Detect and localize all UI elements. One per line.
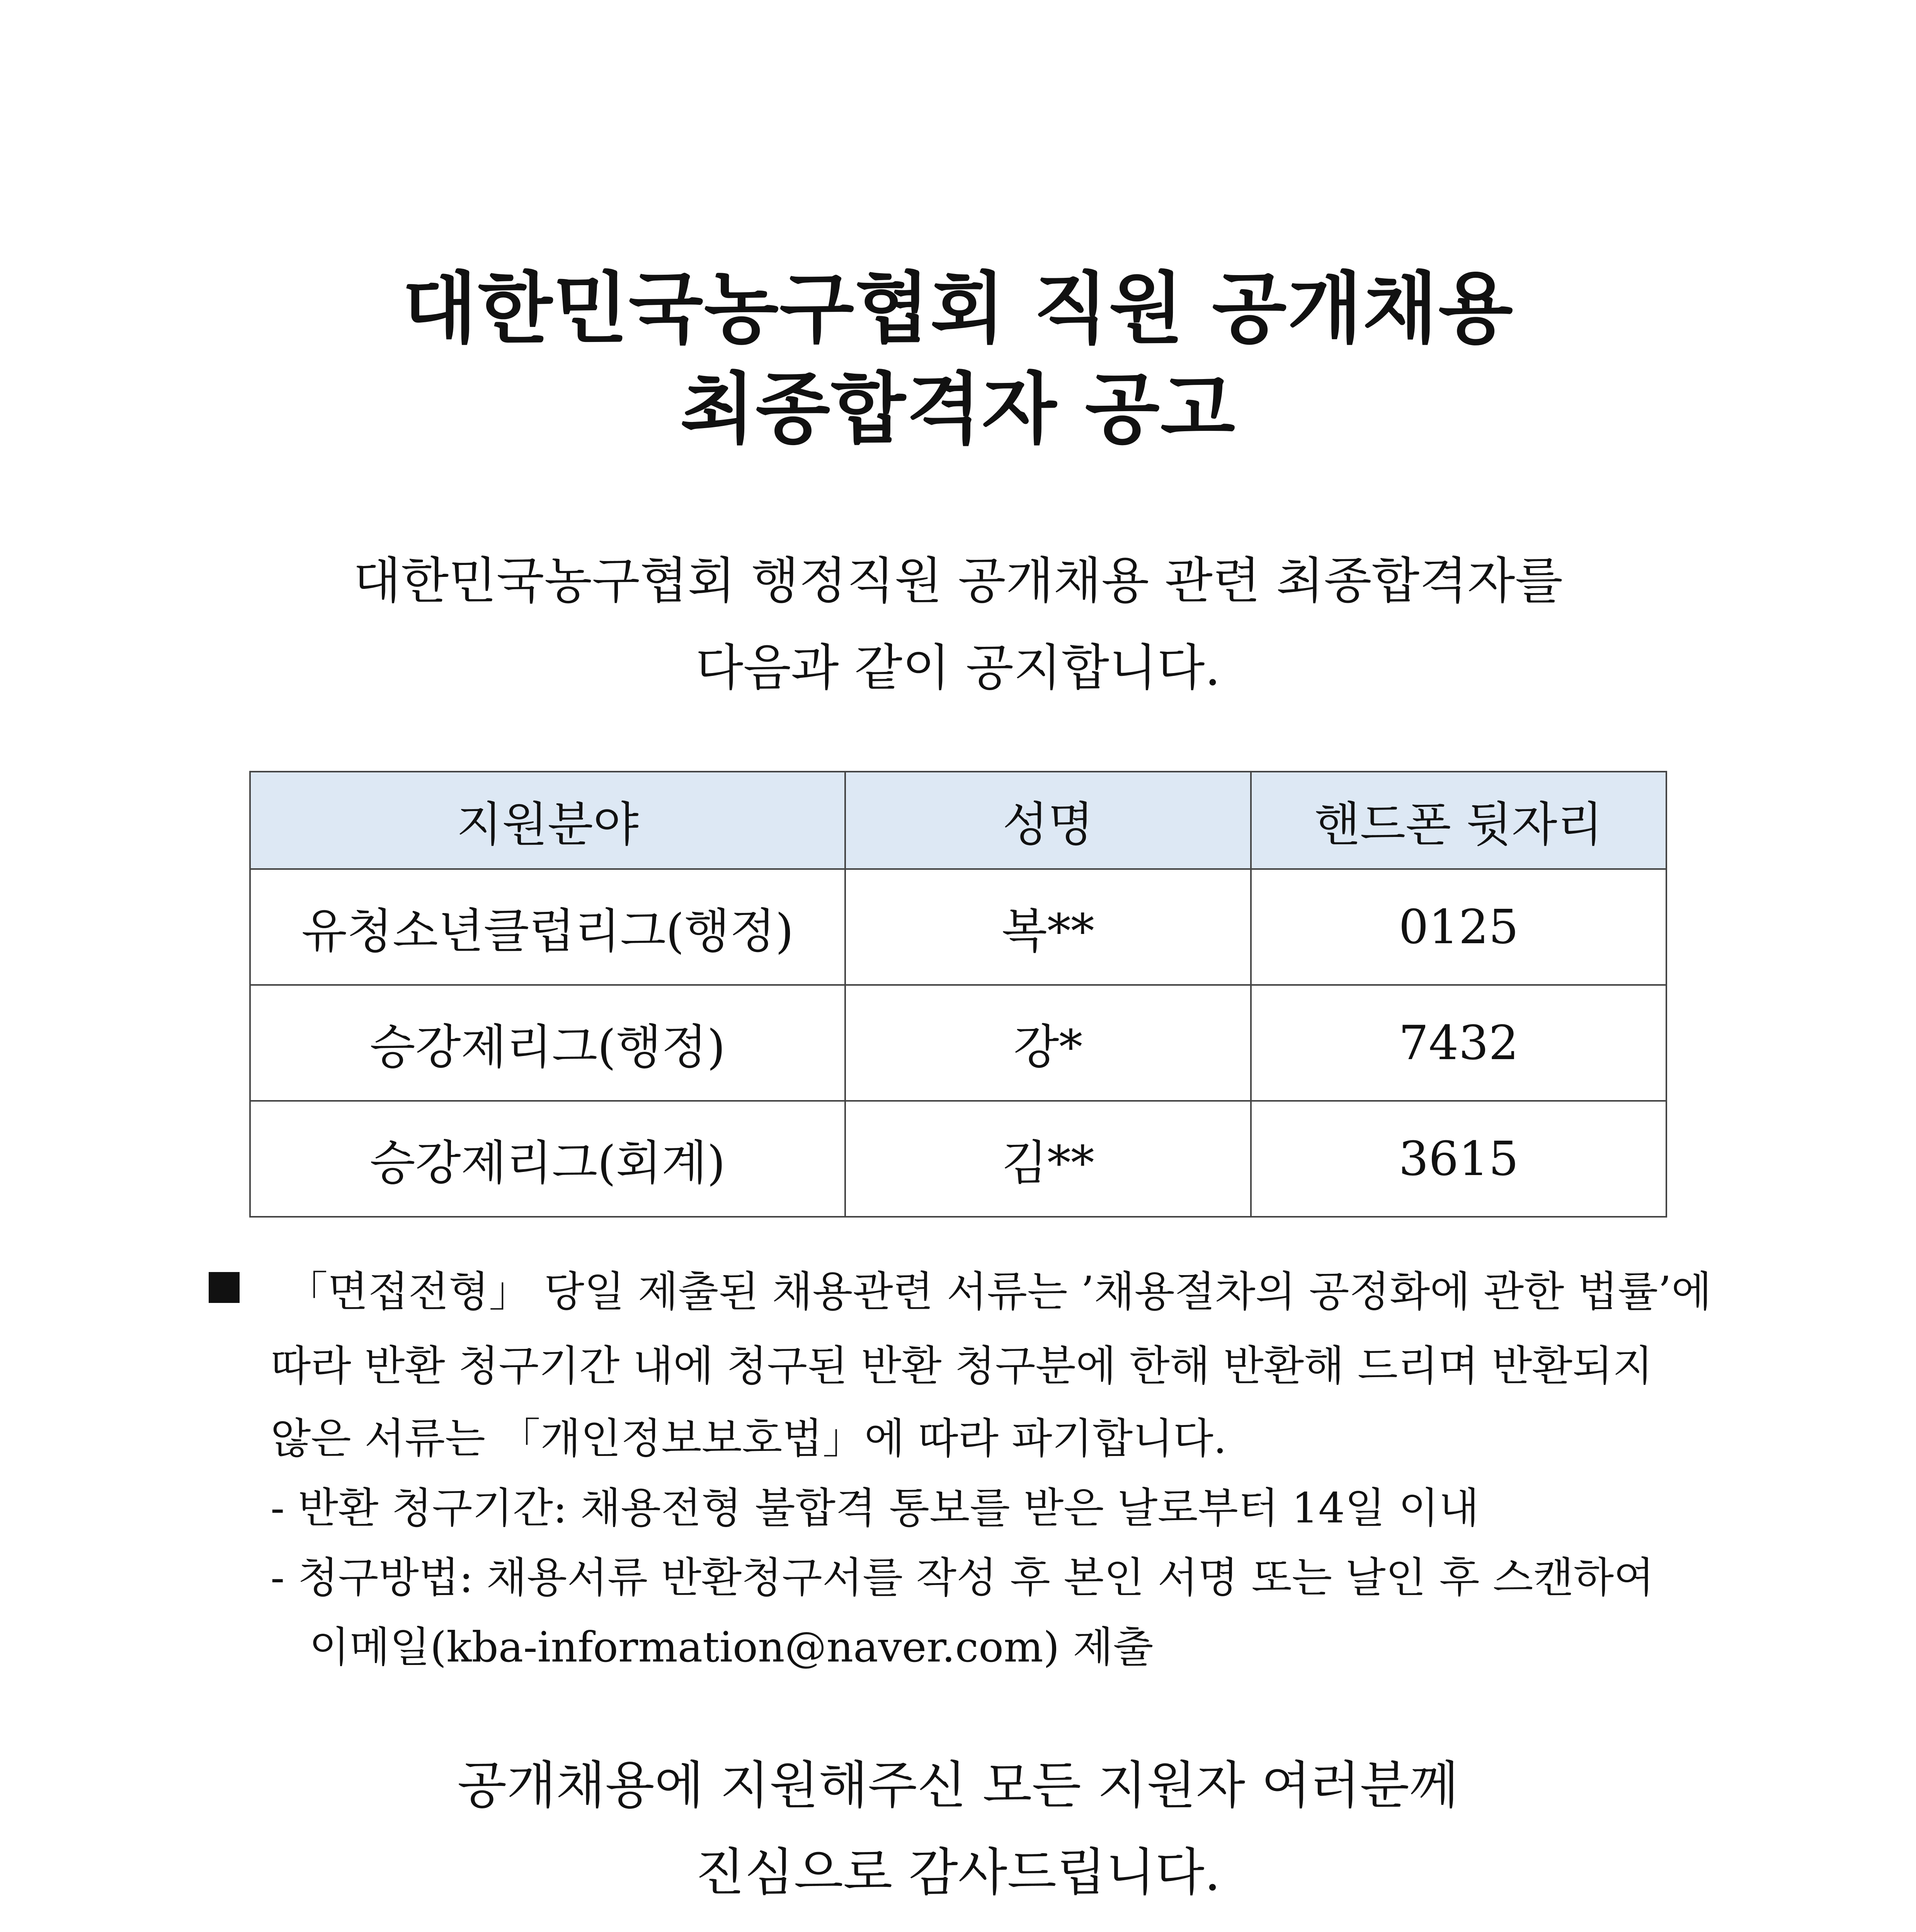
header-name: 성명	[845, 772, 1251, 869]
intro-line1: 대한민국농구협회 행정직원 공개채용 관련 최종합격자를	[353, 552, 1563, 610]
cell-phone: 7432	[1251, 985, 1666, 1101]
cell-name: 강*	[845, 985, 1251, 1101]
cell-name: 복**	[845, 869, 1251, 985]
closing-line1: 공개채용에 지원해주신 모든 지원자 여러분께	[457, 1756, 1459, 1815]
table-header-row	[250, 772, 1666, 869]
table-row	[250, 869, 1666, 985]
page-title-line2: 최종합격자 공고	[680, 364, 1236, 454]
notes-sub2-line2: 이메일(kba-information@naver.com) 제출	[309, 1623, 1154, 1672]
table-row	[250, 985, 1666, 1101]
result-table	[249, 771, 1667, 1218]
cell-field: 승강제리그(회계)	[250, 1101, 845, 1217]
notes-para-line2: 따라 반환 청구기간 내에 청구된 반환 청구분에 한해 반환해 드리며 반환되지	[271, 1342, 1653, 1390]
notes-sub2-line1: - 청구방법: 채용서류 반환청구서를 작성 후 본인 서명 또는 날인 후 스캔하여	[271, 1554, 1654, 1602]
cell-field: 승강제리그(행정)	[250, 985, 845, 1101]
cell-phone: 0125	[1251, 869, 1666, 985]
cell-field: 유청소년클럽리그(행정)	[250, 869, 845, 985]
cell-name: 김**	[845, 1101, 1251, 1217]
notes-sub1: - 반환 청구기간: 채용전형 불합격 통보를 받은 날로부터 14일 이내	[271, 1484, 1479, 1532]
table-row	[250, 1101, 1666, 1217]
page-title-line1: 대한민국농구협회 직원 공개채용	[402, 264, 1514, 354]
notes-para-line3: 않은 서류는 「개인정보보호법」에 따라 파기합니다.	[271, 1415, 1227, 1463]
header-phone: 핸드폰 뒷자리	[1251, 772, 1666, 869]
square-bullet-icon	[209, 1272, 240, 1303]
notes-para-line1: 「면접전형」 당일 제출된 채용관련 서류는 ’채용절차의 공정화에 관한 법률’에	[286, 1268, 1712, 1316]
header-field: 지원분야	[250, 772, 845, 869]
closing-line2: 진심으로 감사드립니다.	[695, 1843, 1221, 1902]
cell-phone: 3615	[1251, 1101, 1666, 1217]
intro-line2: 다음과 같이 공지합니다.	[695, 639, 1221, 697]
